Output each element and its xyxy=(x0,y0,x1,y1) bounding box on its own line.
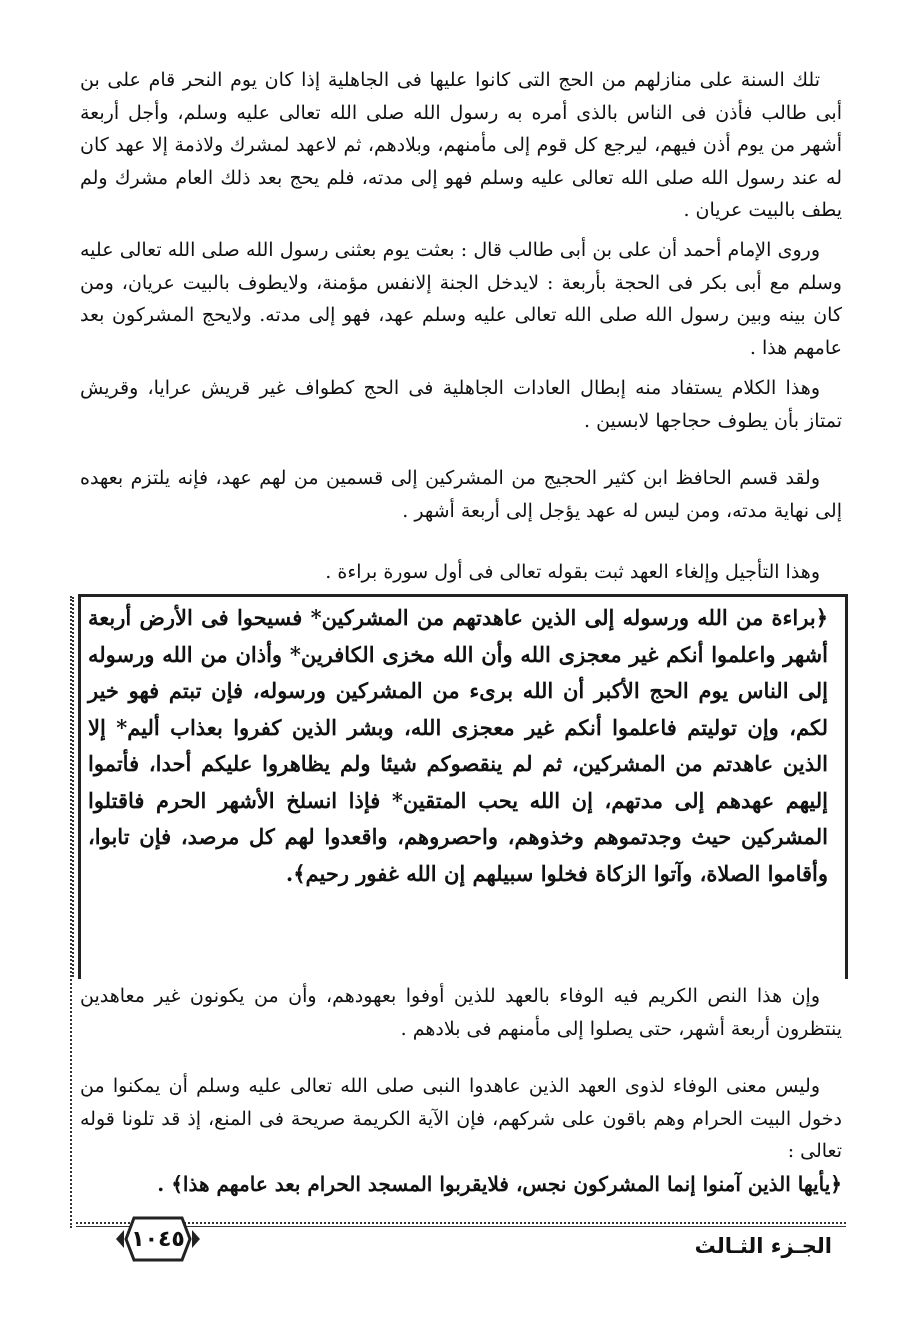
paragraph-6 xyxy=(80,980,842,1045)
paragraph-2 xyxy=(80,234,842,364)
final-verse: ﴿يأيها الذين آمنوا إنما المشركون نجس، فلايقربوا المسجد الحرام بعد عامهم هذا﴾ . xyxy=(157,1171,842,1196)
paragraph-3 xyxy=(80,372,842,437)
paragraph-text: وروى الإمام أحمد أن على بن أبى طالب قال : بعثت يوم بعثنى رسول الله صلى الله تعالى عليه وسلم مع أبى بكر فى الحجة بأربعة : لايدخل الجنة إلانفس مؤمنة، ولايطوف بالبيت عريان، ومن كان بينه وبين رسول الله صلى الله تعالى عليه وسلم عهد، فهو إلى مدته. ولايحج المشركون بعد عامهم هذا . xyxy=(80,239,842,359)
paragraph-7 xyxy=(80,1070,842,1200)
page-number-badge xyxy=(112,1212,204,1266)
paragraph-text: وهذا الكلام يستفاد منه إبطال العادات الجاهلية فى الحج كطواف غير قريش عرايا، وقريش تمتاز بأن يطوف حجاجها لابسين . xyxy=(80,377,842,432)
paragraph-text: وإن هذا النص الكريم فيه الوفاء بالعهد للذين أوفوا بعهودهم، وأن من يكونون غير معاهدين ينتظرون أربعة أشهر، حتى يصلوا إلى مأمنهم فى بلادهم . xyxy=(80,985,842,1040)
paragraph-text: وهذا التأجيل وإلغاء العهد ثبت بقوله تعالى فى أول سورة براءة . xyxy=(325,561,820,583)
paragraph-text: تلك السنة على منازلهم من الحج التى كانوا عليها فى الجاهلية إذا كان يوم النحر قام على بن أبى طالب فأذن فى الناس بالذى أمره به رسول الله صلى الله تعالى عليه وسلم، وأجل أربعة أشهر من يوم أذن فيهم، ليرجع كل قوم إلى مأمنهم، وبلادهم، ثم لاعهد لمشرك ولاذمة إلا عهد كان له عند رسول الله صلى الله تعالى عليه وسلم فهو إلى مدته، فلم يحج بعد ذلك العام مشرك ولم يطف بالبيت عريان . xyxy=(80,69,842,221)
quran-passage: ﴿براءة من الله ورسوله إلى الذين عاهدتهم من المشركين* فسيحوا فى الأرض أربعة أشهر واعلموا أنكم غير معجزى الله وأن الله مخزى الكافرين* وأذان من الله ورسوله إلى الناس يوم الحج الأكبر أن الله برىء من المشركين ورسوله، فإن تبتم فهو خير لكم، وإن توليتم فاعلموا أنكم غير معجزى الله، وبشر الذين كفروا بعذاب أليم* إلا الذين عاهدتم من المشركين، ثم لم ينقصوكم شيئا ولم يظاهروا عليكم أحدا، فأتموا إليهم عهدهم إلى مدتهم، إن الله يحب المتقين* فإذا انسلخ الأشهر الحرم فاقتلوا المشركين حيث وجدتموهم وخذوهم، واحصروهم، واقعدوا لهم كل مرصد، فإن تابوا، وأقاموا الصلاة، وآتوا الزكاة فخلوا سبيلهم إن الله غفور رحيم﴾. xyxy=(88,605,828,886)
paragraph-text: وليس معنى الوفاء لذوى العهد الذين عاهدوا النبى صلى الله تعالى عليه وسلم أن يمكنوا من دخول البيت الحرام وهم باقون على شركهم، فإن الآية الكريمة صريحة فى المنع، إذ قد تلونا قوله تعالى : xyxy=(80,1075,842,1162)
paragraph-4 xyxy=(80,462,842,527)
paragraph-5 xyxy=(80,556,842,589)
page-number: ١٠٤٥ xyxy=(131,1226,185,1252)
paragraph-1 xyxy=(80,64,842,227)
part-label: الجـزء الثـالث xyxy=(694,1234,832,1258)
paragraph-text: ولقد قسم الحافظ ابن كثير الحجيج من المشركين إلى قسمين من لهم عهد، فإنه يلتزم بعهده إلى نهاية مدته، ومن ليس له عهد يؤجل إلى أربعة أشهر . xyxy=(80,467,842,522)
left-border-rule xyxy=(70,596,72,1228)
